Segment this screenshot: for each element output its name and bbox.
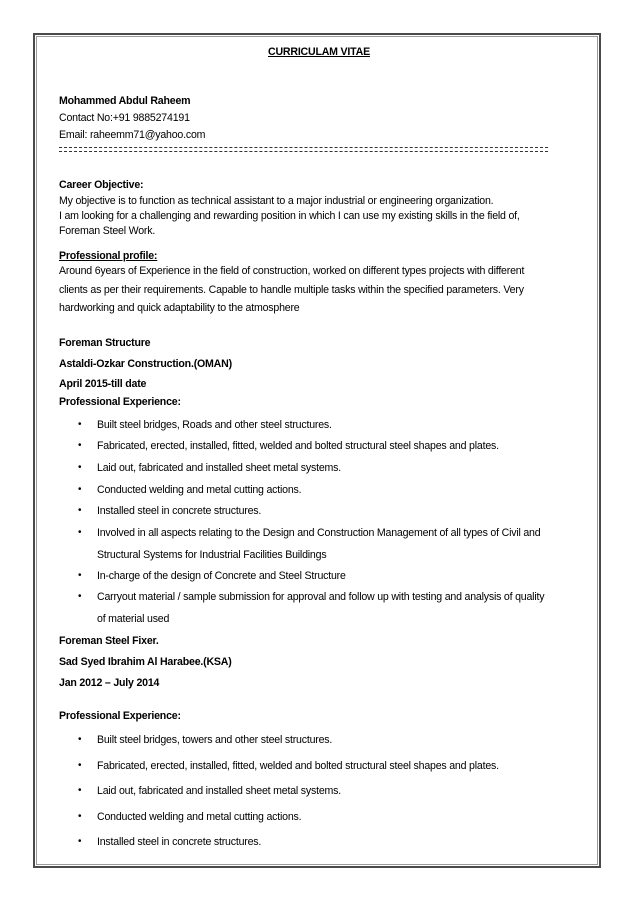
job-company: Sad Syed Ibrahim Al Harabee.(KSA)	[59, 656, 232, 668]
experience-item: Conducted welding and metal cutting actions.	[97, 811, 302, 823]
experience-heading: Professional Experience:	[59, 396, 181, 408]
bullet-icon: •	[78, 570, 82, 581]
bullet-icon: •	[78, 734, 82, 745]
experience-item-continued: of material used	[97, 613, 170, 625]
job-dates: Jan 2012 – July 2014	[59, 677, 160, 689]
experience-item: Laid out, fabricated and installed sheet metal systems.	[97, 785, 341, 797]
experience-item: Laid out, fabricated and installed sheet metal systems.	[97, 462, 341, 474]
bullet-icon: •	[78, 440, 82, 451]
experience-item: In-charge of the design of Concrete and Steel Structure	[97, 570, 346, 582]
email-address: Email: raheemm71@yahoo.com	[59, 129, 206, 141]
divider-line	[59, 151, 548, 152]
divider-line	[59, 147, 548, 148]
job-position: Foreman Steel Fixer.	[59, 635, 159, 647]
experience-item: Involved in all aspects relating to the Design and Construction Management of all types of Civil and	[97, 527, 541, 539]
job-company: Astaldi-Ozkar Construction.(OMAN)	[59, 358, 232, 370]
experience-item: Built steel bridges, towers and other steel structures.	[97, 734, 333, 746]
experience-item: Installed steel in concrete structures.	[97, 505, 262, 517]
profile-line: Around 6years of Experience in the field of construction, worked on different types projects with different	[59, 265, 525, 277]
experience-item: Carryout material / sample submission for approval and follow up with testing and analysis of quality	[97, 591, 545, 603]
profile-heading: Professional profile:	[59, 250, 158, 262]
experience-item: Fabricated, erected, installed, fitted, welded and bolted structural steel shapes and plates.	[97, 760, 499, 772]
bullet-icon: •	[78, 505, 82, 516]
bullet-icon: •	[78, 462, 82, 473]
bullet-icon: •	[78, 419, 82, 430]
candidate-name: Mohammed Abdul Raheem	[59, 95, 191, 107]
bullet-icon: •	[78, 484, 82, 495]
experience-item: Installed steel in concrete structures.	[97, 836, 262, 848]
experience-item: Built steel bridges, Roads and other steel structures.	[97, 419, 332, 431]
job-position: Foreman Structure	[59, 337, 151, 349]
experience-item: Conducted welding and metal cutting actions.	[97, 484, 302, 496]
bullet-icon: •	[78, 527, 82, 538]
profile-line: hardworking and quick adaptability to the atmosphere	[59, 302, 300, 314]
profile-line: clients as per their requirements. Capable to handle multiple tasks within the specified parameters. Very	[59, 284, 524, 296]
bullet-icon: •	[78, 785, 82, 796]
contact-number: Contact No:+91 9885274191	[59, 112, 190, 124]
objective-line: I am looking for a challenging and rewarding position in which I can use my existing skills in the field of,	[59, 210, 520, 222]
bullet-icon: •	[78, 760, 82, 771]
experience-item-continued: Structural Systems for Industrial Facilities Buildings	[97, 549, 327, 561]
bullet-icon: •	[78, 591, 82, 602]
experience-heading: Professional Experience:	[59, 710, 181, 722]
document-title: CURRICULAM VITAE	[268, 46, 370, 58]
objective-line: Foreman Steel Work.	[59, 225, 156, 237]
objective-heading: Career Objective:	[59, 179, 144, 191]
job-dates: April 2015-till date	[59, 378, 147, 390]
bullet-icon: •	[78, 811, 82, 822]
bullet-icon: •	[78, 836, 82, 847]
objective-line: My objective is to function as technical assistant to a major industrial or engineering organization.	[59, 195, 494, 207]
experience-item: Fabricated, erected, installed, fitted, welded and bolted structural steel shapes and plates.	[97, 440, 499, 452]
